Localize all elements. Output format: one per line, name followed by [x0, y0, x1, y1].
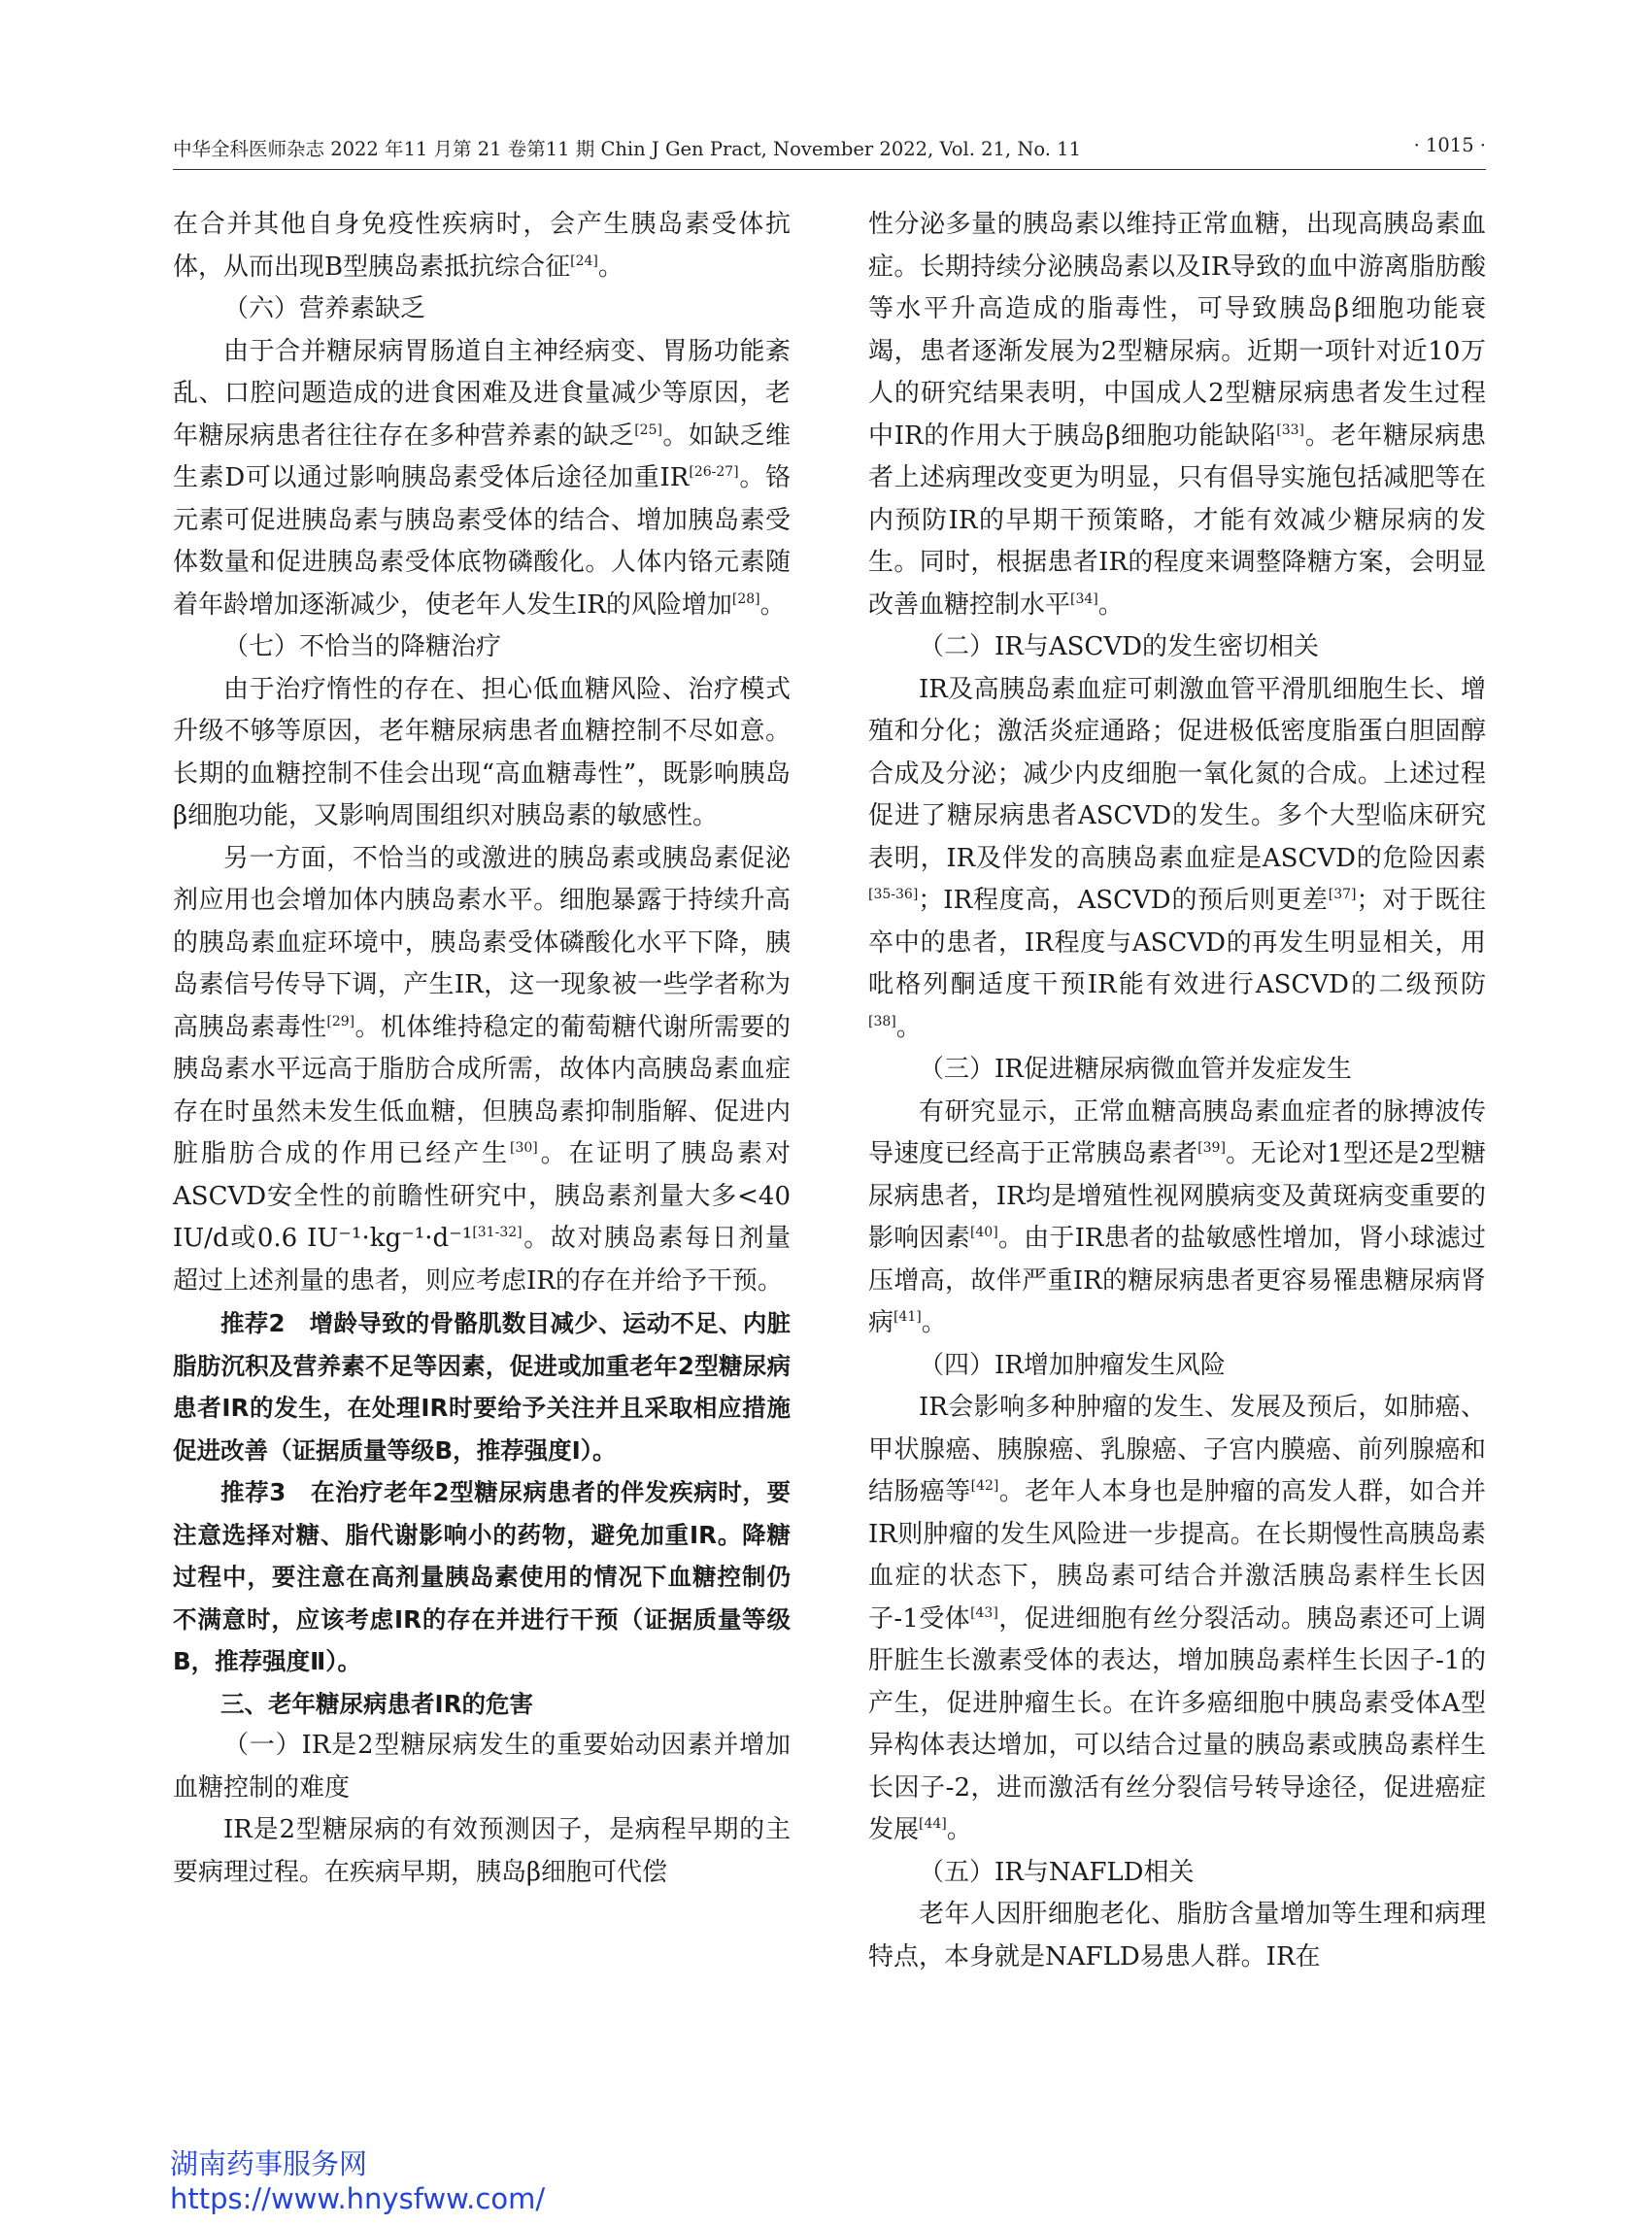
citation-ref: [40]: [969, 1225, 998, 1240]
paragraph-text: 在合并其他自身免疫性疾病时，会产生胰岛素受体抗体，从而出现B型胰岛素抵抗综合征: [173, 210, 791, 282]
paragraph: [173, 331, 791, 627]
paragraph-text: 由于治疗惰性的存在、担心低血糖风险、治疗模式升级不够等原因，老年糖尿病患者血糖控制不尽如意。长期的血糖控制不佳会出现“高血糖毒性”，既影响胰岛β细胞功能，又影响周围组织对胰岛素的敏感性。: [173, 674, 791, 830]
right-column: [868, 204, 1486, 1978]
citation-ref: [44]: [919, 1816, 947, 1832]
paragraph-text: （一）IR是2型糖尿病发生的重要始动因素并增加血糖控制的难度: [173, 1731, 791, 1803]
paragraph-text: （五）IR与NAFLD相关: [919, 1857, 1195, 1887]
paragraph-text: 有研究显示，正常血糖高胰岛素血症者的脉搏波传导速度已经高于正常胰岛素者: [868, 1096, 1486, 1168]
paragraph-text: 。: [946, 1815, 972, 1844]
citation-ref: [28]: [731, 590, 760, 607]
paragraph-text: 。老年人本身也是肿瘤的高发人群，如合并IR则肿瘤的发生风险进一步提高。在长期慢性高胰岛素血症的状态下，胰岛素可结合并激活胰岛素样生长因子-1受体: [868, 1477, 1486, 1634]
paragraph-text: 。老年糖尿病患者上述病理改变更为明显，只有倡导实施包括减肥等在内预防IR的早期干预策略，才能有效减少糖尿病的发生。同时，根据患者IR的程度来调整降糖方案，会明显改善血糖控制水平: [868, 421, 1486, 620]
paragraph-text: （二）IR与ASCVD的发生密切相关: [919, 632, 1319, 661]
paragraph-text: 。: [895, 1012, 922, 1042]
journal-citation: 中华全科医师杂志 2022 年11 月第 21 卷第11 期 Chin J Gen Pract, November 2022, Vol. 21, No. 11: [173, 138, 1082, 160]
citation-ref: [42]: [970, 1478, 999, 1494]
paragraph: [173, 626, 791, 669]
left-column: [173, 204, 791, 1894]
paragraph-text: （六）营养素缺乏: [223, 294, 426, 323]
paragraph: [868, 1345, 1486, 1388]
paragraph: [173, 1725, 791, 1809]
paragraph-text: 推荐2 增龄导致的骨骼肌数目减少、运动不足、内脏脂肪沉积及营养素不足等因素，促进或加重老年2型糖尿病患者IR的发生，在处理IR时要给予关注并且采取相应措施促进改善（证据质量等级B，推荐强度Ⅰ）。: [173, 1309, 791, 1465]
paragraph: [868, 1852, 1486, 1895]
paragraph-text: 性分泌多量的胰岛素以维持正常血糖，出现高胰岛素血症。长期持续分泌胰岛素以及IR导致的血中游离脂肪酸等水平升高造成的脂毒性，可导致胰岛β细胞功能衰竭，患者逐渐发展为2型糖尿病。近期一项针对近10万人的研究结果表明，中国成人2型糖尿病患者发生过程中IR的作用大于胰岛β细胞功能缺陷: [868, 210, 1486, 451]
paragraph: [173, 1683, 791, 1726]
paragraph-text: （七）不恰当的降糖治疗: [223, 632, 502, 661]
paragraph: [868, 1049, 1486, 1092]
watermark-site-name: 湖南药事服务网: [170, 2147, 368, 2180]
paragraph: [173, 669, 791, 838]
paragraph-text: 。故对胰岛素每日剂量超过上述剂量的患者，则应考虑IR的存在并给予干预。: [173, 1224, 791, 1296]
citation-ref: [26-27]: [689, 464, 739, 480]
citation-ref: [33]: [1276, 421, 1304, 438]
paragraph-text: ；对于既往卒中的患者，IR程度与ASCVD的再发生明显相关，用吡格列酮适度干预IR能有效进行ASCVD的二级预防: [868, 886, 1486, 999]
paragraph-text: 。无论对1型还是2型糖尿病患者，IR均是增殖性视网膜病变及黄斑病变重要的影响因素: [868, 1139, 1486, 1253]
citation-ref: [30]: [509, 1140, 538, 1156]
citation-ref: [41]: [893, 1309, 922, 1325]
paragraph-text: 。: [759, 590, 786, 620]
paragraph: [173, 204, 791, 288]
paragraph-text: ；IR程度高，ASCVD的预后则更差: [918, 886, 1329, 915]
paragraph: [173, 1302, 791, 1471]
paragraph-text: 。如缺乏维生素D可以通过影响胰岛素受体后途径加重IR: [173, 421, 791, 492]
paragraph-text: 另一方面，不恰当的或激进的胰岛素或胰岛素促泌剂应用也会增加体内胰岛素水平。细胞暴露于持续升高的胰岛素血症环境中，胰岛素受体磷酸化水平下降，胰岛素信号传导下调，产生IR，这一现象被一些学者称为高胰岛素毒性: [173, 843, 791, 1042]
citation-ref: [34]: [1070, 590, 1098, 607]
watermark: [170, 2146, 545, 2216]
paragraph-text: 。机体维持稳定的葡萄糖代谢所需要的胰岛素水平远高于脂肪合成所需，故体内高胰岛素血症存在时虽然未发生低血糖，但胰岛素抑制脂解、促进内脏脂肪合成的作用已经产生: [173, 1012, 791, 1168]
paragraph: [173, 288, 791, 331]
paragraph: [173, 838, 791, 1303]
citation-ref: [35-36]: [868, 887, 919, 902]
paragraph-text: 。铬元素可促进胰岛素与胰岛素受体的结合、增加胰岛素受体数量和促进胰岛素受体底物磷酸化。人体内铬元素随着年龄增加逐渐减少，使老年人发生IR的风险增加: [173, 463, 791, 620]
paragraph: [173, 1809, 791, 1894]
paragraph-text: 。: [921, 1308, 947, 1337]
paragraph-text: IR是2型糖尿病的有效预测因子，是病程早期的主要病理过程。在疾病早期，胰岛β细胞可代偿: [173, 1815, 791, 1887]
paragraph: [868, 1894, 1486, 1978]
paragraph-text: 老年人因肝细胞老化、脂肪含量增加等生理和病理特点，本身就是NAFLD易患人群。IR在: [868, 1900, 1486, 1972]
header-rule: [173, 169, 1486, 170]
citation-ref: [37]: [1328, 887, 1357, 902]
citation-ref: [39]: [1197, 1140, 1226, 1156]
citation-ref: [24]: [570, 253, 598, 269]
paragraph-text: 。: [1097, 590, 1124, 620]
paragraph: [173, 1471, 791, 1683]
paragraph-text: IR及高胰岛素血症可刺激血管平滑肌细胞生长、增殖和分化；激活炎症通路；促进极低密度脂蛋白胆固醇合成及分泌；减少内皮细胞一氧化氮的合成。上述过程促进了糖尿病患者ASCVD的发生。多个大型临床研究表明，IR及伴发的高胰岛素血症是ASCVD的危险因素: [868, 674, 1486, 873]
citation-ref: [29]: [326, 1013, 355, 1029]
citation-ref: [38]: [868, 1013, 896, 1029]
paragraph: [868, 1092, 1486, 1345]
paragraph-text: 由于合并糖尿病胃肠道自主神经病变、胃肠功能紊乱、口腔问题造成的进食困难及进食量减少等原因，老年糖尿病患者往往存在多种营养素的缺乏: [173, 336, 791, 451]
paragraph-text: 。: [597, 252, 624, 282]
paragraph-text: IR会影响多种肿瘤的发生、发展及预后，如肺癌、甲状腺癌、胰腺癌、乳腺癌、子宫内膜癌、前列腺癌和结肠癌等: [868, 1393, 1486, 1506]
paragraph-text: （三）IR促进糖尿病微血管并发症发生: [919, 1055, 1352, 1084]
watermark-url[interactable]: https://www.hnysfww.com/: [170, 2182, 546, 2215]
paragraph: [868, 626, 1486, 669]
running-header: [173, 134, 1486, 163]
paragraph: [868, 669, 1486, 1050]
paragraph-text: ，促进细胞有丝分裂活动。胰岛素还可上调肝脏生长激素受体的表达，增加胰岛素样生长因子-1的产生，促进肿瘤生长。在许多癌细胞中胰岛素受体A型异构体表达增加，可以结合过量的胰岛素或胰岛素样生长因子-2，进而激活有丝分裂信号转导途径，促进癌症发展: [868, 1603, 1486, 1844]
paragraph-text: 。在证明了胰岛素对ASCVD安全性的前瞻性研究中，胰岛素剂量大多<40 IU/d或0.6 IU⁻¹·kg⁻¹·d⁻¹: [173, 1139, 791, 1253]
paragraph: [868, 1387, 1486, 1852]
paragraph: [868, 204, 1486, 626]
paragraph-text: 推荐3 在治疗老年2型糖尿病患者的伴发疾病时，要注意选择对糖、脂代谢影响小的药物，避免加重IR。降糖过程中，要注意在高剂量胰岛素使用的情况下血糖控制仍不满意时，应该考虑IR的存在并进行干预（证据质量等级B，推荐强度Ⅱ）。: [173, 1478, 791, 1675]
page-number: · 1015 ·: [1413, 134, 1486, 156]
citation-ref: [25]: [634, 421, 662, 438]
paragraph-text: （四）IR增加肿瘤发生风险: [919, 1350, 1226, 1380]
citation-ref: [31-32]: [472, 1225, 523, 1240]
paragraph-text: 。由于IR患者的盐敏感性增加，肾小球滤过压增高，故伴严重IR的糖尿病患者更容易罹患糖尿病肾病: [868, 1224, 1486, 1337]
paragraph-text: 三、老年糖尿病患者IR的危害: [220, 1689, 533, 1718]
citation-ref: [43]: [970, 1604, 998, 1621]
